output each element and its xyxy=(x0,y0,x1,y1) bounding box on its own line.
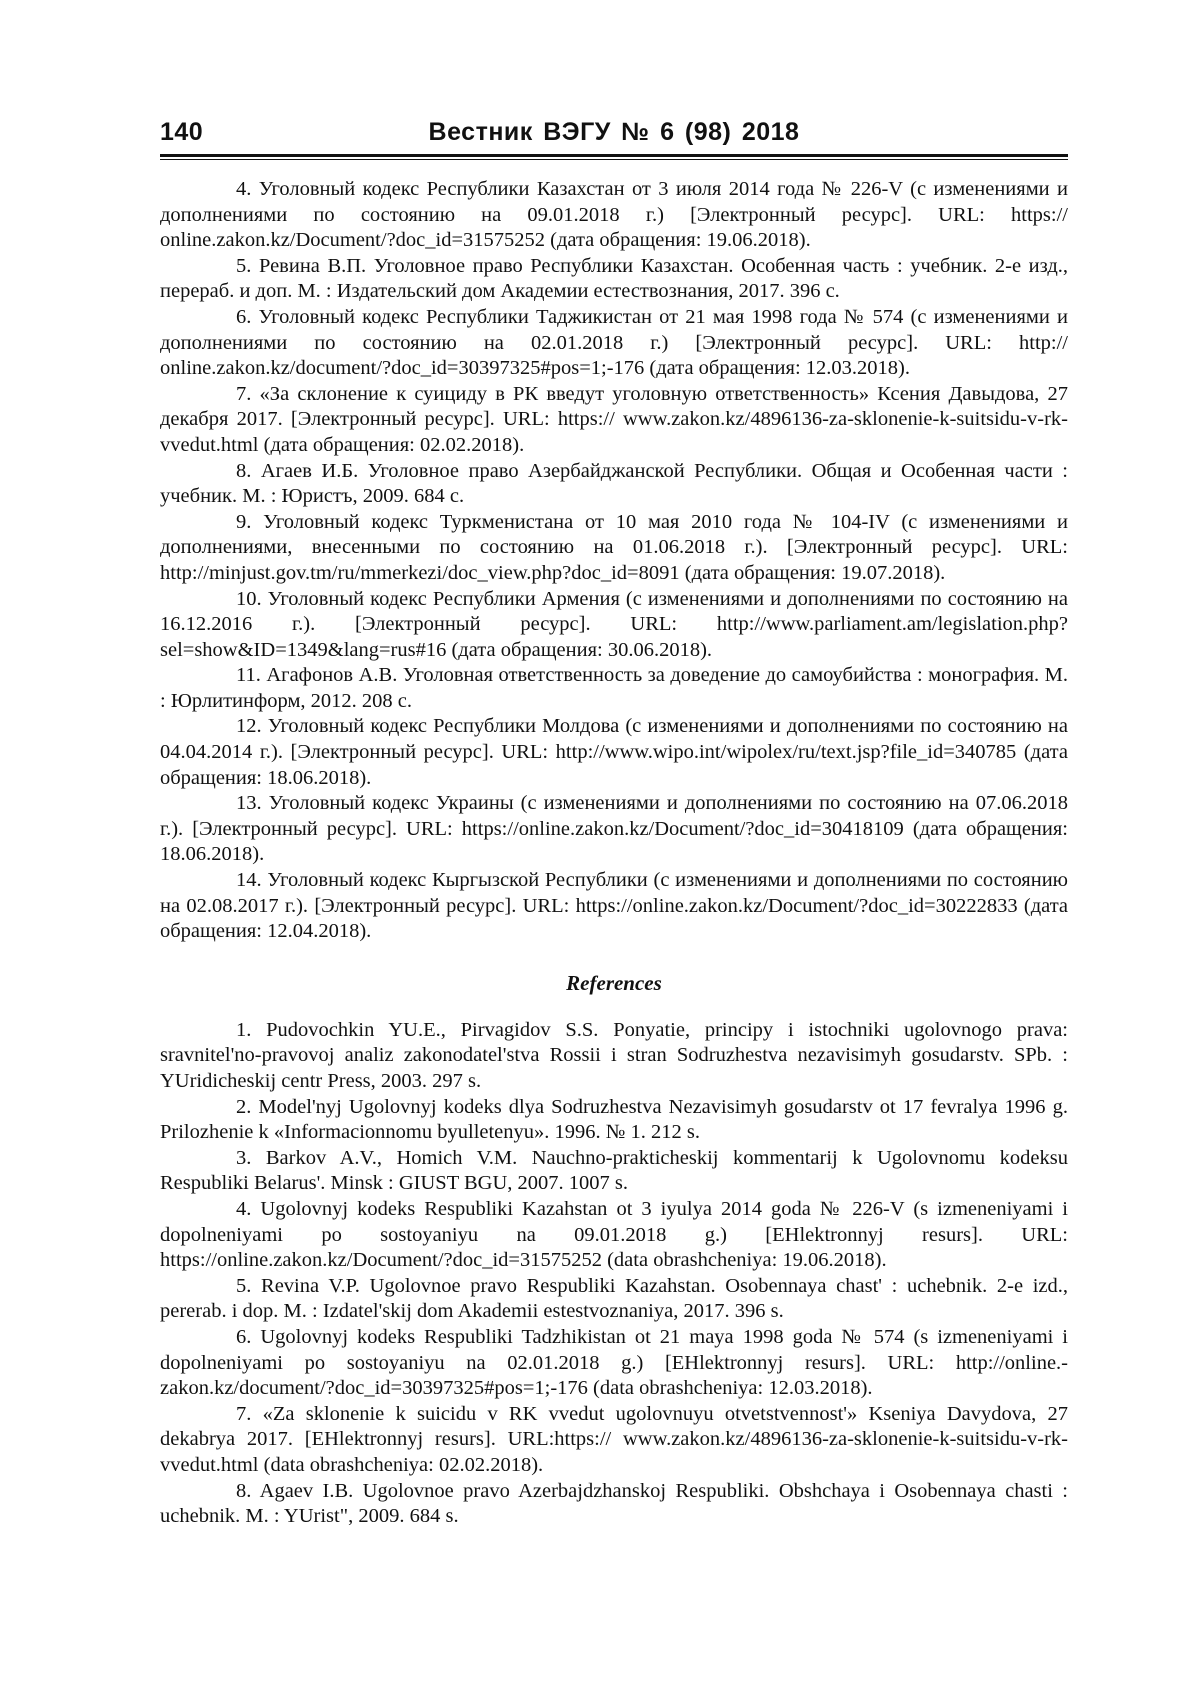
reference-en-item: 5. Revina V.P. Ugolovnoe pravo Respubliki Kazahstan. Osobennaya chast' : uchebnik. 2-e izd., pererab. i dop. M. : Izdatel'skij dom Akademii estestvoznaniya, 2017. 396 s. xyxy=(160,1274,1068,1323)
reference-en-item: 2. Model'nyj Ugolovnyj kodeks dlya Sodruzhestva Nezavisimyh gosudarstv ot 17 fevralya 1996 g. Prilozhenie k «Informacionnomu byulletenyu». 1996. № 1. 212 s. xyxy=(160,1095,1068,1144)
reference-ru-item: 7. «За склонение к суициду в РК введут уголовную ответственность» Ксения Давыдова, 27 декабря 2017. [Электронный ресурс]. URL: https:// www.zakon.kz/4896136-za-sklonenie-k-suitsidu-v-rk-vvedut.html (дата обращения: 02.02.2018). xyxy=(160,382,1068,456)
references-en-list xyxy=(160,1018,1068,1530)
reference-ru-item: 6. Уголовный кодекс Республики Таджикистан от 21 мая 1998 года № 574 (с изменениями и дополнениями по состоянию на 02.01.2018 г.) [Электронный ресурс]. URL: http:// online.zakon.kz/document/?doc_id=30397325#pos=1;-176 (дата обращения: 12.03.2018). xyxy=(160,305,1068,380)
reference-en-item: 1. Pudovochkin YU.E., Pirvagidov S.S. Ponyatie, principy i istochniki ugolovnogo prava: sravnitel'no-pravovoj analiz zakonodatel'stva Rossii i stran Sodruzhestva nezavisimyh gosudarstv. SPb. : YUridicheskij centr Press, 2003. 297 s. xyxy=(160,1018,1068,1092)
reference-en-item: 4. Ugolovnyj kodeks Respubliki Kazahstan ot 3 iyulya 2014 goda № 226-V (s izmeneniyami i dopolneniyami po sostoyaniyu na 09.01.2018 g.) [EHlektronnyj resurs]. URL: https://online.zakon.kz/Document/?doc_id=31575252 (data obrashcheniya: 19.06.2018). xyxy=(160,1197,1068,1272)
references-ru-list xyxy=(160,177,1068,945)
reference-ru-item: 10. Уголовный кодекс Республики Армения (с изменениями и дополнениями по состоянию на 16.12.2016 г.). [Электронный ресурс]. URL: http://www.parliament.am/legislation.php?sel=show&ID=1349&lang=rus#16 (дата обращения: 30.06.2018). xyxy=(160,587,1068,661)
reference-ru-item: 13. Уголовный кодекс Украины (с изменениями и дополнениями по состоянию на 07.06.2018 г.). [Электронный ресурс]. URL: https://online.zakon.kz/Document/?doc_id=30418109 (дата обращения: 18.06.2018). xyxy=(160,792,1068,866)
reference-ru-item: 11. Агафонов А.В. Уголовная ответственность за доведение до самоубийства : монография. М. : Юрлитинформ, 2012. 208 с. xyxy=(160,664,1068,712)
reference-en-item: 8. Agaev I.B. Ugolovnoe pravo Azerbajdzhanskoj Respubliki. Obshchaya i Osobennaya chasti : uchebnik. M. : YUrist", 2009. 684 s. xyxy=(160,1479,1068,1528)
header-rule-thin xyxy=(160,159,1068,160)
reference-ru-item: 9. Уголовный кодекс Туркменистана от 10 мая 2010 года № 104-IV (с изменениями и дополнениями, внесенными по состоянию на 01.06.2018 г.). [Электронный ресурс]. URL: http://minjust.gov.tm/ru/mmerkezi/doc_view.php?doc_id=8091 (дата обращения: 19.07.2018). xyxy=(160,510,1068,584)
reference-ru-item: 14. Уголовный кодекс Кыргызской Республики (с изменениями и дополнениями по состоянию на 02.08.2017 г.). [Электронный ресурс]. URL: https://online.zakon.kz/Document/?doc_id=30222833 (дата обращения: 12.04.2018). xyxy=(160,869,1068,943)
reference-ru-item: 8. Агаев И.Б. Уголовное право Азербайджанской Республики. Общая и Особенная части : учебник. М. : Юристъ, 2009. 684 с. xyxy=(160,459,1068,508)
reference-en-item: 3. Barkov A.V., Homich V.M. Nauchno-prakticheskij kommentarij k Ugolovnomu kodeksu Respubliki Belarus'. Minsk : GIUST BGU, 2007. 1007 s. xyxy=(160,1146,1068,1195)
reference-en-item: 6. Ugolovnyj kodeks Respubliki Tadzhikistan ot 21 maya 1998 goda № 574 (s izmeneniyami i dopolneniyami po sostoyaniyu na 02.01.2018 g.) [EHlektronnyj resurs]. URL: http://online.-zakon.kz/document/?doc_id=30397325#pos=1;-176 (data obrashcheniya: 12.03.2018). xyxy=(160,1325,1068,1400)
reference-ru-item: 4. Уголовный кодекс Республики Казахстан от 3 июля 2014 года № 226-V (с изменениями и дополнениями по состоянию на 09.01.2018 г.) [Электронный ресурс]. URL: https:// online.zakon.kz/Document/?doc_id=31575252 (дата обращения: 19.06.2018). xyxy=(160,178,1068,252)
reference-ru-item: 12. Уголовный кодекс Республики Молдова (с изменениями и дополнениями по состоянию на 04.04.2014 г.). [Электронный ресурс]. URL: http://www.wipo.int/wipolex/ru/text.jsp?file_id=340785 (дата обращения: 18.06.2018). xyxy=(160,715,1068,789)
page-header xyxy=(160,110,1068,148)
journal-page xyxy=(160,110,1068,1530)
header-rule-thick xyxy=(160,154,1068,157)
page-number: 140 xyxy=(160,118,204,146)
references-heading: References xyxy=(566,970,662,995)
journal-title: Вестник ВЭГУ № 6 (98) 2018 xyxy=(428,118,800,146)
reference-en-item: 7. «Za sklonenie k suicidu v RK vvedut ugolovnuyu otvetstvennost'» Kseniya Davydova, 27 dekabrya 2017. [EHlektronnyj resurs]. URL:https:// www.zakon.kz/4896136-za-sklonenie-k-suitsidu-v-rk-vvedut.html (data obrashcheniya: 02.02.2018). xyxy=(160,1402,1068,1476)
reference-ru-item: 5. Ревина В.П. Уголовное право Республики Казахстан. Особенная часть : учебник. 2-е изд., перераб. и доп. М. : Издательский дом Академии естествознания, 2017. 396 с. xyxy=(160,254,1068,303)
